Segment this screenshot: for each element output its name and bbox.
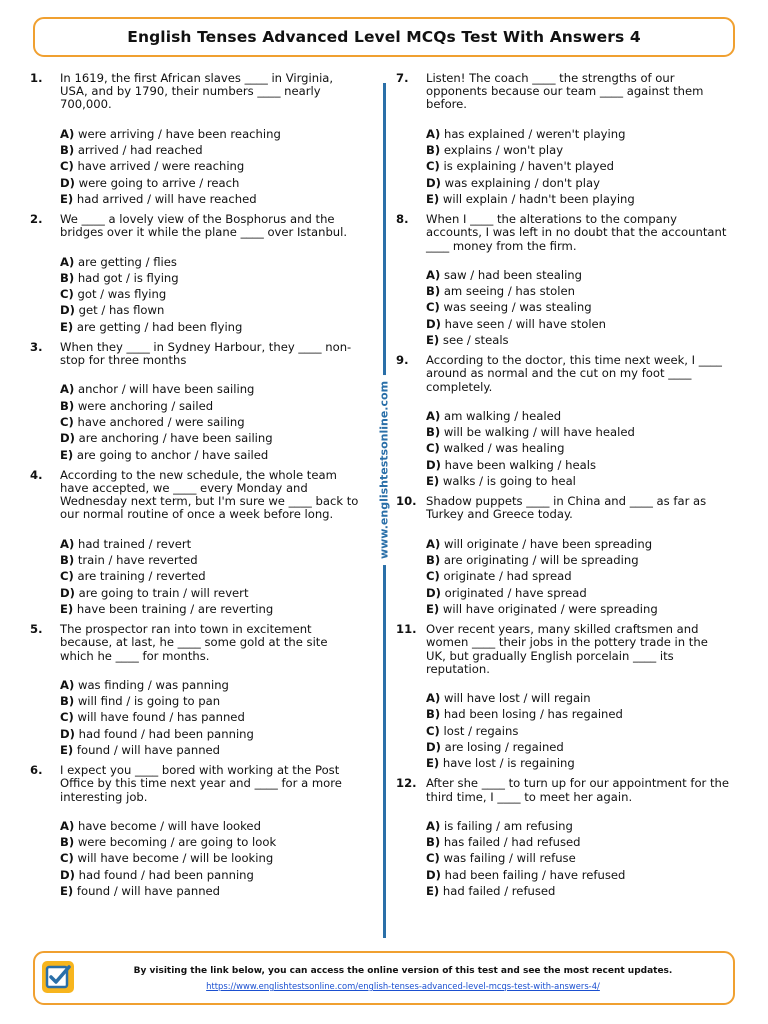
option-letter: D) — [426, 316, 441, 331]
option-letter: B) — [426, 707, 441, 722]
option[interactable] — [60, 726, 364, 742]
question-3 — [30, 341, 364, 463]
footer-box — [33, 951, 735, 1005]
option[interactable] — [60, 254, 364, 270]
option[interactable] — [426, 834, 730, 850]
question-12 — [396, 777, 730, 899]
question-number: 5. — [30, 622, 43, 637]
question-2 — [30, 213, 364, 335]
option[interactable] — [426, 283, 730, 299]
option-text: have anchored / were sailing — [77, 414, 245, 429]
footer-link[interactable]: https://www.englishtestsonline.com/english-tenses-advanced-level-mcqs-test-with-answers-4/ — [206, 981, 600, 991]
option-text: had found / had been panning — [78, 726, 254, 741]
option[interactable] — [426, 818, 730, 834]
option-letter: D) — [60, 867, 75, 882]
option-letter: D) — [426, 457, 441, 472]
option-text: were arriving / have been reaching — [77, 126, 281, 141]
option-letter: E) — [426, 601, 440, 616]
option[interactable] — [426, 585, 730, 601]
option[interactable] — [60, 302, 364, 318]
question-text: According to the doctor, this time next week, I ____ around as normal and the cut on my foot ____ completely. — [426, 353, 722, 394]
option[interactable] — [60, 158, 364, 174]
question-number: 6. — [30, 763, 43, 778]
option-letter: B) — [60, 552, 75, 567]
option-letter: C) — [60, 159, 74, 174]
option-text: found / will have panned — [76, 742, 221, 757]
option-letter: E) — [426, 191, 440, 206]
option-text: had arrived / will have reached — [76, 191, 257, 206]
option-letter: A) — [426, 690, 441, 705]
option-text: have seen / will have stolen — [444, 316, 607, 331]
option-letter: A) — [426, 536, 441, 551]
option-text: had trained / revert — [77, 536, 192, 551]
option[interactable] — [426, 883, 730, 899]
option[interactable] — [426, 706, 730, 722]
page-title: English Tenses Advanced Level MCQs Test With Answers 4 — [127, 28, 641, 46]
option[interactable] — [60, 867, 364, 883]
question-text: When I ____ the alterations to the company accounts, I was left in no doubt that the accountant ____ money from the firm. — [426, 212, 727, 253]
option-text: see / steals — [442, 332, 509, 347]
option-letter: A) — [60, 254, 75, 269]
option[interactable] — [60, 883, 364, 899]
option-letter: D) — [60, 303, 75, 318]
option-text: have been training / are reverting — [76, 601, 274, 616]
option-letter: B) — [60, 398, 75, 413]
option-letter: A) — [60, 126, 75, 141]
option[interactable] — [60, 568, 364, 584]
option-text: originated / have spread — [444, 585, 587, 600]
option[interactable] — [426, 440, 730, 456]
option-text: have been walking / heals — [444, 457, 596, 472]
question-text: The prospector ran into town in excitement because, at last, he ____ some gold at the site which he ____ for months. — [60, 622, 328, 663]
option[interactable] — [60, 742, 364, 758]
option-text: will find / is going to pan — [77, 694, 221, 709]
option[interactable] — [60, 398, 364, 414]
option-letter: D) — [60, 431, 75, 446]
option-text: are going to train / will revert — [78, 585, 249, 600]
option[interactable] — [60, 191, 364, 207]
question-number: 10. — [396, 494, 417, 509]
option-text: got / was flying — [77, 287, 167, 302]
question-text: In 1619, the first African slaves ____ in Virginia, USA, and by 1790, their numbers ____ nearly 700,000. — [60, 71, 334, 112]
checkbox-check-icon — [42, 961, 74, 993]
option-letter: A) — [426, 818, 441, 833]
title-box — [33, 17, 735, 57]
question-6 — [30, 764, 364, 899]
option[interactable] — [426, 332, 730, 348]
option-letter: B) — [60, 694, 75, 709]
option-letter: D) — [60, 726, 75, 741]
option[interactable] — [426, 723, 730, 739]
option-text: am walking / healed — [443, 408, 562, 423]
option-text: am seeing / has stolen — [443, 284, 575, 298]
option-text: walks / is going to heal — [442, 473, 576, 488]
option[interactable] — [426, 299, 730, 315]
option-text: were becoming / are going to look — [77, 835, 277, 850]
option[interactable] — [60, 536, 364, 552]
option-letter: C) — [426, 159, 440, 174]
option[interactable] — [60, 286, 364, 302]
option-text: are getting / had been flying — [76, 319, 243, 334]
option-text: walked / was healing — [443, 441, 565, 456]
option-letter: C) — [426, 723, 440, 738]
option[interactable] — [60, 693, 364, 709]
option[interactable] — [60, 601, 364, 617]
question-number: 11. — [396, 622, 417, 637]
option[interactable] — [426, 552, 730, 568]
option-letter: D) — [60, 585, 75, 600]
question-8 — [396, 213, 730, 348]
option-letter: C) — [426, 441, 440, 456]
option-letter: E) — [426, 884, 440, 899]
option-letter: E) — [60, 319, 74, 334]
option-letter: E) — [60, 447, 74, 462]
question-text: Shadow puppets ____ in China and ____ as far as Turkey and Greece today. — [426, 494, 707, 522]
question-number: 2. — [30, 212, 43, 227]
question-10 — [396, 495, 730, 617]
question-number: 9. — [396, 353, 409, 368]
option-text: originate / had spread — [443, 569, 572, 584]
option-text: train / have reverted — [77, 552, 198, 567]
question-9 — [396, 354, 730, 489]
option-text: had found / had been panning — [78, 867, 254, 882]
option-letter: B) — [426, 284, 441, 298]
option-letter: B) — [60, 270, 75, 285]
option-text: will have found / has panned — [77, 710, 245, 725]
option[interactable] — [60, 447, 364, 463]
option-letter: C) — [60, 569, 74, 584]
option-text: had been losing / has regained — [443, 707, 623, 722]
option[interactable] — [426, 536, 730, 552]
option-letter: C) — [60, 851, 74, 866]
option-text: was seeing / was stealing — [443, 300, 592, 315]
option-letter: C) — [426, 300, 440, 315]
option[interactable] — [60, 552, 364, 568]
question-5 — [30, 623, 364, 758]
option-letter: D) — [426, 585, 441, 600]
option-text: had failed / refused — [442, 884, 556, 899]
option-letter: D) — [426, 867, 441, 882]
option-text: are losing / regained — [444, 739, 564, 754]
question-number: 1. — [30, 71, 43, 85]
left-column — [30, 72, 364, 905]
option[interactable] — [426, 267, 730, 283]
option[interactable] — [60, 175, 364, 191]
question-4 — [30, 469, 364, 617]
option-letter: E) — [60, 884, 74, 899]
option[interactable] — [426, 690, 730, 706]
option-letter: E) — [426, 332, 440, 347]
option[interactable] — [60, 126, 364, 142]
option[interactable] — [426, 601, 730, 617]
option-text: was failing / will refuse — [443, 851, 576, 866]
option-letter: A) — [60, 536, 75, 551]
option-text: anchor / will have been sailing — [77, 382, 255, 397]
option[interactable] — [426, 755, 730, 771]
option[interactable] — [426, 316, 730, 332]
question-1 — [30, 72, 364, 207]
option-text: explains / won't play — [443, 142, 564, 157]
option-letter: D) — [426, 175, 441, 190]
option-text: are originating / will be spreading — [443, 552, 639, 567]
option-text: is explaining / haven't played — [443, 159, 614, 174]
option[interactable] — [60, 709, 364, 725]
option-text: was finding / was panning — [77, 677, 229, 692]
question-text: I expect you ____ bored with working at the Post Office by this time next year and ____ for a more interesting job. — [60, 763, 342, 804]
option-letter: C) — [426, 569, 440, 584]
option[interactable] — [60, 834, 364, 850]
option-letter: C) — [426, 851, 440, 866]
option-letter: C) — [60, 710, 74, 725]
option[interactable] — [60, 850, 364, 866]
question-text: After she ____ to turn up for our appointment for the third time, I ____ to meet her again. — [426, 776, 730, 804]
option[interactable] — [426, 191, 730, 207]
option-text: found / will have panned — [76, 884, 221, 899]
option-text: will be walking / will have healed — [443, 425, 635, 440]
option-letter: A) — [426, 126, 441, 141]
question-number: 8. — [396, 212, 409, 227]
question-number: 12. — [396, 776, 417, 791]
option-letter: B) — [426, 835, 441, 850]
option-letter: A) — [60, 677, 75, 692]
option-text: were anchoring / sailed — [77, 398, 214, 413]
option-text: will have originated / were spreading — [442, 601, 658, 616]
question-11 — [396, 623, 730, 771]
option[interactable] — [426, 175, 730, 191]
option[interactable] — [60, 414, 364, 430]
option-letter: A) — [426, 408, 441, 423]
option-letter: B) — [426, 142, 441, 157]
option-text: saw / had been stealing — [443, 267, 583, 282]
option-letter: E) — [426, 473, 440, 488]
option-letter: D) — [426, 739, 441, 754]
question-text: When they ____ in Sydney Harbour, they ____ non-stop for three months — [60, 339, 352, 368]
option[interactable] — [426, 142, 730, 158]
option-text: will explain / hadn't been playing — [442, 191, 635, 206]
option-text: are going to anchor / have sailed — [76, 447, 269, 462]
option-letter: D) — [60, 175, 75, 190]
question-text: Over recent years, many skilled craftsmen and women ____ their jobs in the pottery trade in the UK, but gradually English porcelain ____ its reputation. — [426, 622, 708, 676]
option-letter: A) — [60, 382, 75, 397]
option-text: were going to arrive / reach — [78, 175, 240, 190]
option-letter: A) — [60, 818, 75, 833]
option-text: have lost / is regaining — [442, 756, 575, 771]
option-text: had got / is flying — [77, 270, 179, 285]
option-letter: B) — [426, 552, 441, 567]
option-text: will originate / have been spreading — [443, 536, 653, 551]
question-number: 7. — [396, 71, 409, 85]
option[interactable] — [426, 126, 730, 142]
option[interactable] — [426, 158, 730, 174]
option[interactable] — [426, 568, 730, 584]
option[interactable] — [60, 142, 364, 158]
question-number: 4. — [30, 467, 43, 482]
option-letter: E) — [426, 756, 440, 771]
side-website-link[interactable]: www.englishtestsonline.com — [378, 375, 391, 565]
option-text: get / has flown — [78, 303, 165, 318]
option[interactable] — [60, 319, 364, 335]
option-text: had been failing / have refused — [444, 867, 626, 882]
option[interactable] — [60, 677, 364, 693]
right-column — [396, 72, 730, 905]
option-text: is failing / am refusing — [443, 818, 573, 833]
option-text: are anchoring / have been sailing — [78, 431, 273, 446]
option[interactable] — [426, 867, 730, 883]
option-letter: B) — [60, 835, 75, 850]
option-letter: B) — [60, 142, 75, 157]
option[interactable] — [60, 430, 364, 446]
option[interactable] — [426, 739, 730, 755]
option[interactable] — [426, 424, 730, 440]
option-letter: E) — [60, 742, 74, 757]
option[interactable] — [60, 585, 364, 601]
option-text: are training / reverted — [77, 569, 206, 584]
footer-text: By visiting the link below, you can access the online version of this test and see the most recent updates. — [133, 966, 673, 976]
question-text: We ____ a lovely view of the Bosphorus and the bridges over it while the plane ____ over Istanbul. — [60, 212, 348, 240]
option[interactable] — [426, 850, 730, 866]
option-letter: A) — [426, 267, 441, 282]
option-letter: C) — [60, 287, 74, 302]
option[interactable] — [426, 457, 730, 473]
question-number: 3. — [30, 339, 43, 354]
option-letter: E) — [60, 191, 74, 206]
option-text: have arrived / were reaching — [77, 159, 245, 174]
option-letter: B) — [426, 425, 441, 440]
option-text: was explaining / don't play — [444, 175, 600, 190]
option-text: has failed / had refused — [443, 835, 581, 850]
option[interactable] — [426, 473, 730, 489]
option-text: are getting / flies — [77, 254, 177, 269]
option-text: has explained / weren't playing — [443, 126, 626, 141]
question-7 — [396, 72, 730, 207]
question-text: Listen! The coach ____ the strengths of our opponents because our team ____ against them before. — [426, 71, 704, 112]
option[interactable] — [426, 408, 730, 424]
option-text: lost / regains — [443, 723, 519, 738]
option[interactable] — [60, 270, 364, 286]
option[interactable] — [60, 381, 364, 397]
option-letter: E) — [60, 601, 74, 616]
option-text: will have lost / will regain — [443, 690, 591, 705]
option-letter: C) — [60, 414, 74, 429]
option-text: arrived / had reached — [77, 142, 203, 157]
option-text: have become / will have looked — [77, 818, 261, 833]
question-text: According to the new schedule, the whole team have accepted, we ____ every Monday and Wednesday next term, but I'm sure we ____ back to our normal routine of once a week before long. — [60, 467, 359, 522]
option[interactable] — [60, 818, 364, 834]
option-text: will have become / will be looking — [77, 851, 274, 866]
